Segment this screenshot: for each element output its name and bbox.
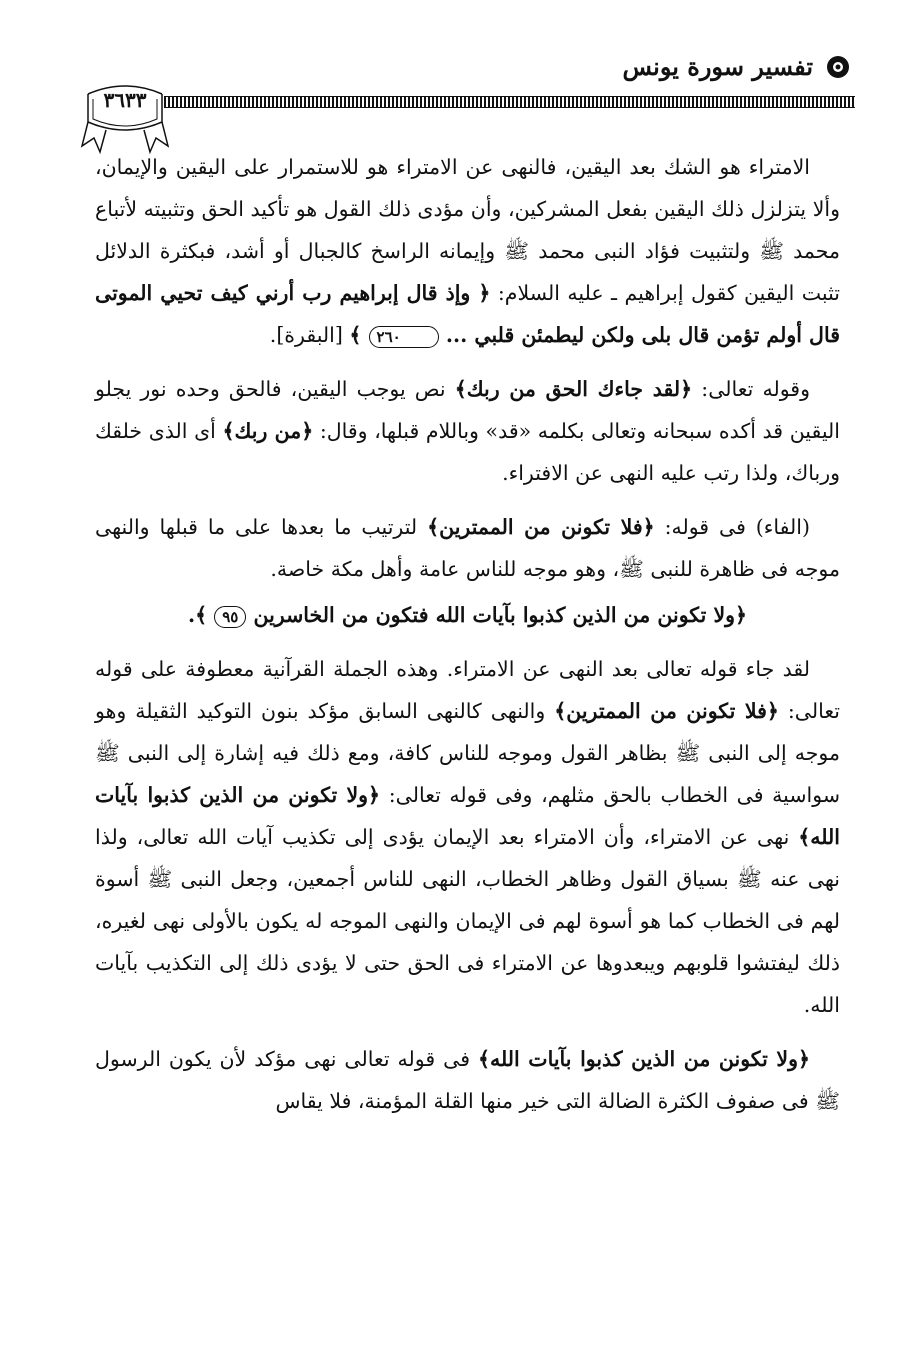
verse-heading: ﴿ولا تكونن من الذين كذبوا بآيات الله فتكون من الخاسرين ٩٥ ﴾.: [187, 603, 748, 627]
quran-quote: ﴿فلا تكونن من الممترين﴾: [427, 515, 655, 539]
quran-quote: ﴿ وإذ قال إبراهيم رب أرني كيف تحيي الموتى قال أولم تؤمن قال بلى ولكن ليطمئن قلبي ... ٢٦٠ ﴾: [95, 281, 840, 347]
paragraph-3: (الفاء) فى قوله: ﴿فلا تكونن من الممترين﴾ لترتيب ما بعدها على ما قبلها والنهى موجه فى ظاهرة للنبى ﷺ، وهو موجه للناس عامة وأهل مكة خاصة.: [95, 515, 840, 581]
paragraph-1: الامتراء هو الشك بعد اليقين، فالنهى عن الامتراء هو للاستمرار على اليقين والإيمان، وألا يتزلزل ذلك اليقين بفعل المشركين، وأن مؤدى ذلك القول هو تأكيد الحق وتثبيته لأتباع محمد ﷺ ولتثبيت فؤاد النبى محمد ﷺ وإيمانه الراسخ كالجبال أو أشد، فبكثرة الدلائل تثبت اليقين كقول إبراهيم ـ عليه السلام: ﴿ وإذ قال إبراهيم رب أرني كيف تحيي الموتى قال أولم تؤمن قال بلى ولكن ليطمئن قلبي ... ٢٦٠ ﴾ [البقرة].: [95, 155, 840, 347]
page-body: [95, 146, 840, 1122]
ayah-number-badge: ٩٥: [214, 606, 246, 628]
header-rule: [164, 96, 855, 108]
quran-quote: ﴿ولا تكونن من الذين كذبوا بآيات الله﴾: [477, 1047, 810, 1071]
page-number: ٣٦٣٣: [103, 88, 147, 112]
ayah-number-badge: ٢٦٠: [369, 326, 439, 348]
page-header: [80, 46, 855, 146]
header-title: تفسير سورة يونس: [622, 52, 813, 81]
quran-quote: ﴿من ربك﴾: [222, 419, 314, 443]
quran-quote: ﴿فلا تكونن من الممترين﴾: [554, 699, 779, 723]
paragraph-2: وقوله تعالى: ﴿لقد جاءك الحق من ربك﴾ نص يوجب اليقين، فالحق وحده نور يجلو اليقين قد أكده سبحانه وتعالى بكلمه «قد» وباللام قبلها، وقال: ﴿من ربك﴾ أى الذى خلقك ورباك، ولذا رتب عليه النهى عن الافتراء.: [95, 377, 840, 485]
quran-quote: ﴿لقد جاءك الحق من ربك﴾: [454, 377, 693, 401]
paragraph-4: لقد جاء قوله تعالى بعد النهى عن الامتراء. وهذه الجملة القرآنية معطوفة على قوله تعالى: ﴿فلا تكونن من الممترين﴾ والنهى كالنهى السابق مؤكد بنون التوكيد الثقيلة وهو موجه إلى النبى ﷺ بظاهر القول وموجه للناس كافة، ومع ذلك فيه إشارة إلى النبى ﷺ سواسية فى الخطاب بالحق مثلهم، وفى قوله تعالى: ﴿ولا تكونن من الذين كذبوا بآيات الله﴾ نهى عن الامتراء، وأن الامتراء بعد الإيمان يؤدى إلى تكذيب آيات الله تعالى، ولذا نهى عنه ﷺ بسياق القول وظاهر الخطاب، النهى للناس أجمعين، وجعل النبى ﷺ أسوة لهم فى الخطاب كما هو أسوة لهم فى الإيمان والنهى الموجه له يكون بالأولى نهى لغيره، ذلك ليفتشوا قلوبهم ويبعدوها عن الامتراء فى الحق حتى لا يؤدى ذلك إلى التكذيب بآيات الله.: [95, 657, 840, 1017]
paragraph-5: ﴿ولا تكونن من الذين كذبوا بآيات الله﴾ فى قوله تعالى نهى مؤكد لأن يكون الرسول ﷺ فى صفوف الكثرة الضالة التى خير منها القلة المؤمنة، فلا يقاس: [95, 1047, 840, 1113]
quran-quote: ﴿ولا تكونن من الذين كذبوا بآيات الله﴾: [95, 783, 840, 849]
ornament-icon: [825, 54, 851, 80]
